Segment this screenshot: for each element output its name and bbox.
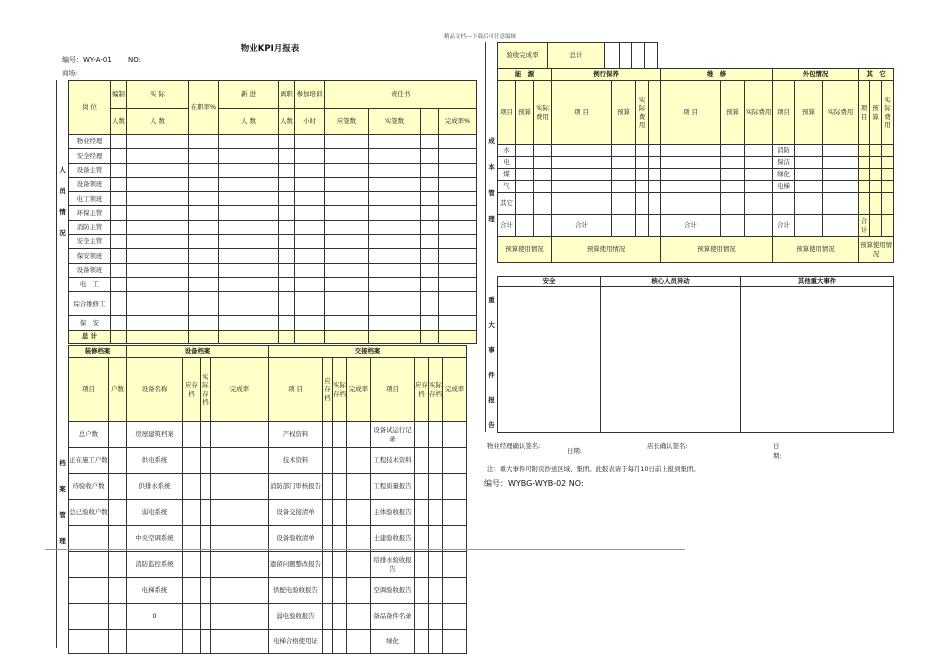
h-done-rate: 完成率% (439, 109, 477, 135)
budget-usage-outsource: 预算使用情况 (773, 237, 859, 263)
h-routine-actual: 实际费用 (636, 81, 649, 145)
cost-table (497, 68, 894, 263)
routine-subtotal: 合计 (552, 215, 612, 237)
equipment-item: 0 (127, 604, 183, 630)
h-actual-archive: 实际存档 (201, 358, 211, 422)
energy-row: 其它 (498, 193, 516, 215)
h-repair: 维 修 (661, 69, 773, 81)
energy-row: 电 (498, 157, 516, 169)
personnel-row-post: 设备主管 (69, 163, 111, 177)
h-arch-item: 项目 (69, 358, 109, 422)
h-count: 人数 (111, 109, 127, 135)
equipment-item: 房屋建筑档案 (127, 422, 183, 448)
other-subtotal: 合计 (859, 215, 870, 237)
outsource-row: 绿化 (773, 169, 795, 181)
h-leave: 离职 (279, 81, 295, 109)
handover-item: 弱电验收报告 (269, 604, 323, 630)
budget-usage-energy: 预算使用情况 (498, 237, 552, 263)
h-rate3: 完成率 (443, 358, 467, 422)
top-note: 精品文档---下载后可任意编辑 (444, 34, 516, 40)
h-actual2: 实际存档 (333, 358, 347, 422)
h-signed: 实签数 (369, 109, 421, 135)
acceptance-rate: 验收完成率 (498, 43, 548, 69)
h-routine-budget: 预算 (612, 81, 636, 145)
h-rate: 在职率% (189, 81, 219, 135)
date-2: 日期: (773, 442, 782, 460)
h-train: 参加培训 (295, 81, 325, 109)
h-other: 其 它 (859, 69, 894, 81)
h-actual: 实 际 (127, 81, 189, 109)
h-outsource-actual: 实际费用 (823, 81, 859, 145)
personnel-row-post: 消防主管 (69, 220, 111, 234)
handover-item: 电梯合格使用证 (269, 630, 323, 654)
h-new: 新 进 (219, 81, 279, 109)
personnel-row-post: 安全经理 (69, 149, 111, 163)
decoration-item: 总已验收户数 (69, 500, 109, 526)
decoration-item: 正在施工户数 (69, 448, 109, 474)
equipment-item: 消防监控系统 (127, 552, 183, 578)
handover-item-b: 设备试运行记录 (371, 422, 415, 448)
personnel-row-post: 设备领班 (69, 177, 111, 191)
repair-subtotal: 合计 (661, 215, 721, 237)
decoration-item: 待验收户数 (69, 474, 109, 500)
handover-item: 消防部门审核报告 (269, 474, 323, 500)
h-repair-budget: 预算 (721, 81, 745, 145)
equipment-archive: 设备档案 (127, 346, 269, 358)
h-other-major: 其他重大事件 (741, 277, 894, 287)
energy-row: 煤 (498, 169, 516, 181)
archive-section-label: 档 案 管 理 (59, 459, 66, 545)
form-no: NO: (128, 56, 141, 64)
equipment-item: 供排水系统 (127, 474, 183, 500)
handover-item-b: 土建验收报告 (371, 526, 415, 552)
h-arch-item2: 项 目 (269, 358, 323, 422)
h-core-change: 核心人员异动 (601, 277, 741, 287)
h-outsource-budget: 预算 (795, 81, 823, 145)
equipment-item: 供电系统 (127, 448, 183, 474)
acceptance-total: 总计 (548, 43, 605, 69)
personnel-row-post: 保安领班 (69, 249, 111, 263)
personnel-row-post: 保 安 (69, 316, 111, 330)
h-resp: 责任书 (325, 81, 477, 109)
date-1: 日期: (567, 447, 582, 455)
h-hours: 小时 (295, 109, 325, 135)
h-archive-rate: 完成率 (211, 358, 269, 422)
h-leave-people: 人数 (279, 109, 295, 135)
h-other-budget: 预算 (870, 81, 882, 145)
budget-usage-routine: 预算使用情况 (552, 237, 661, 263)
handover-item: 供配电验收报告 (269, 578, 323, 604)
store-label: 商场: (62, 69, 78, 77)
h-people: 人 数 (127, 109, 189, 135)
personnel-row-post: 安全主管 (69, 235, 111, 249)
h-energy: 能 源 (498, 69, 552, 81)
personnel-section-label: 人 员 情 况 (59, 166, 66, 237)
h-staffing: 编制 (111, 81, 127, 109)
h-outsource: 外包情况 (773, 69, 859, 81)
h-outsource-item: 项目 (773, 81, 795, 145)
outsource-row: 保洁 (773, 157, 795, 169)
h-should-archive: 应存档 (183, 358, 201, 422)
h-actual3: 实际存档 (429, 358, 443, 422)
h-routine-item: 项 目 (552, 81, 612, 145)
h-should: 应签数 (325, 109, 369, 135)
h-new-people: 人 数 (219, 109, 279, 135)
handover-item: 产权资料 (269, 422, 323, 448)
energy-row: 气 (498, 181, 516, 193)
h-arch-item3: 项目 (371, 358, 415, 422)
handover-item-b: 空调验收报告 (371, 578, 415, 604)
h-cost-budget: 预算 (516, 81, 534, 145)
form-code-2: 编号：WYBG-WYB-02 NO: (484, 479, 584, 488)
acceptance-table (497, 42, 658, 69)
h-repair-item: 项 目 (661, 81, 721, 145)
handover-item: 技术资料 (269, 448, 323, 474)
handover-item: 遗留问题整改报告 (269, 552, 323, 578)
h-repair-actual: 实际费用 (745, 81, 773, 145)
handover-item-b: 工程技术资料 (371, 448, 415, 474)
equipment-item: 电梯系统 (127, 578, 183, 604)
handover-item-b: 主体验收报告 (371, 500, 415, 526)
h-should2: 应存档 (323, 358, 333, 422)
event-section-label: 重 大 事 件 报 告 (488, 296, 495, 429)
personnel-total: 总 计 (69, 330, 111, 343)
form-code: 编号：WY-A-01 (62, 56, 112, 64)
outsource-row: 电梯 (773, 181, 795, 193)
outsource-subtotal: 合计 (773, 215, 795, 237)
handover-item-b: 给排水验收报告 (371, 552, 415, 578)
equipment-item: 中央空调系统 (127, 526, 183, 552)
handover-item-b: 工程质量报告 (371, 474, 415, 500)
h-post: 岗 位 (69, 81, 111, 135)
events-table (497, 276, 894, 433)
decoration-item: 总户数 (69, 422, 109, 448)
handover-item: 设备交接清单 (269, 500, 323, 526)
personnel-row-post: 环保主管 (69, 206, 111, 220)
h-cost-actual: 实际费用 (534, 81, 552, 145)
decoration-archive: 装修档案 (69, 346, 127, 358)
personnel-row-post: 电工领班 (69, 192, 111, 206)
cost-section-label: 成 本 管 理 (488, 137, 495, 223)
handover-item-b: 备品备件名录 (371, 604, 415, 630)
personnel-row-post: 电 工 (69, 277, 111, 291)
h-other-actual: 实际费用 (882, 81, 894, 145)
h-cost-item: 项目 (498, 81, 516, 145)
handover-item-b: 绿化 (371, 630, 415, 654)
equipment-item: 弱电系统 (127, 500, 183, 526)
handover-item: 设备验收清单 (269, 526, 323, 552)
outsource-row: 消防 (773, 145, 795, 157)
h-safety: 安全 (498, 277, 601, 287)
h-households: 户数 (109, 358, 127, 422)
energy-row: 水 (498, 145, 516, 157)
personnel-row-post: 综合维修工 (69, 292, 111, 316)
h-equip-name: 设备名称 (127, 358, 183, 422)
personnel-row-post: 物业经理 (69, 135, 111, 149)
budget-usage-other: 预算使用情况 (859, 237, 894, 263)
h-other-item: 项目 (859, 81, 870, 145)
footnote: 注：重大事件可附页抄送区域、集团。此报表请于每月10日前上报到集团。 (487, 465, 700, 473)
h-should3: 应存档 (415, 358, 429, 422)
personnel-table (68, 80, 477, 344)
store-manager-sign: 店长确认签名: (647, 442, 688, 450)
h-routine: 例行保养 (552, 69, 661, 81)
handover-archive: 交接档案 (269, 346, 467, 358)
energy-row: 合计 (498, 215, 516, 237)
h-rate2: 完成率 (347, 358, 371, 422)
archive-table (68, 345, 467, 654)
personnel-row-post: 设备领班 (69, 263, 111, 277)
budget-usage-repair: 预算使用情况 (661, 237, 773, 263)
manager-sign: 物业经理确认签名: (487, 442, 541, 450)
report-title: 物业KPI月报表 (240, 44, 300, 54)
